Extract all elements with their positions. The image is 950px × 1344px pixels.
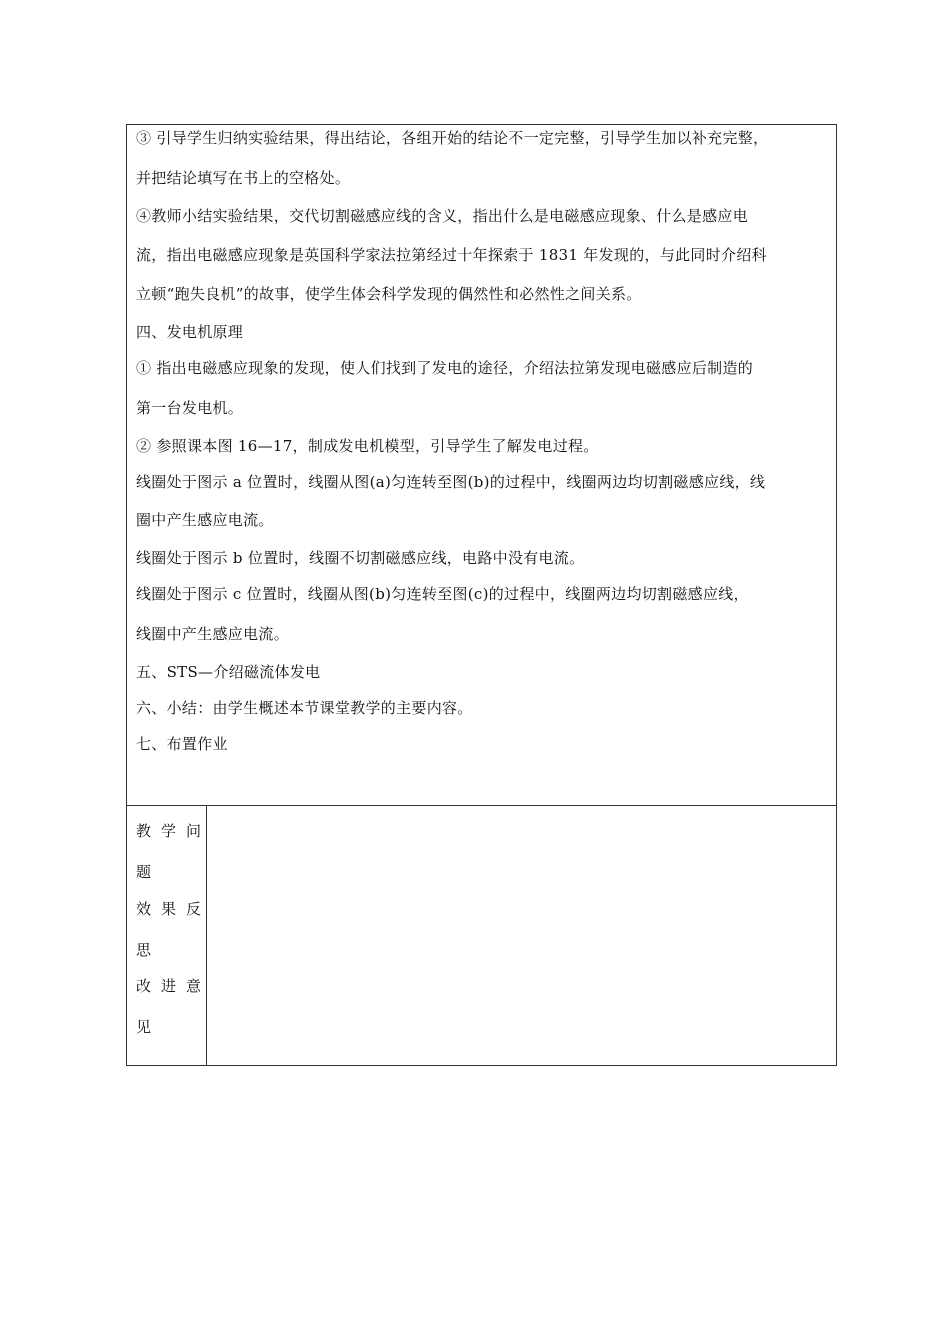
column-divider (206, 805, 207, 1066)
reflection-label-line: 见 (136, 1018, 162, 1036)
content-line: 流，指出电磁感应现象是英国科学家法拉第经过十年探索于 1831 年发现的，与此同时介绍科 (136, 246, 767, 264)
content-line: 线圈处于图示 c 位置时，线圈从图(b)匀连转至图(c)的过程中，线圈两边均切割磁感应线， (136, 585, 749, 603)
reflection-label-line: 题 (136, 863, 162, 881)
content-line: 线圈中产生感应电流。 (136, 625, 290, 643)
content-line: ④教师小结实验结果，交代切割磁感应线的含义，指出什么是电磁感应现象、什么是感应电 (136, 207, 749, 225)
section-heading: 六、小结：由学生概述本节课堂教学的主要内容。 (136, 699, 473, 717)
content-line: 第一台发电机。 (136, 399, 244, 417)
reflection-row (126, 805, 837, 1066)
content-line: ① 指出电磁感应现象的发现，使人们找到了发电的途径，介绍法拉第发现电磁感应后制造的 (136, 359, 754, 377)
reflection-label-line: 改进意 (136, 977, 212, 995)
section-heading: 五、STS—介绍磁流体发电 (136, 663, 321, 681)
content-line: 线圈处于图示 a 位置时，线圈从图(a)匀连转至图(b)的过程中，线圈两边均切割磁感应线，线 (136, 473, 766, 491)
section-heading: 四、发电机原理 (136, 323, 244, 341)
content-line: 立顿“跑失良机”的故事，使学生体会科学发现的偶然性和必然性之间关系。 (136, 285, 642, 303)
content-line: ③ 引导学生归纳实验结果，得出结论，各组开始的结论不一定完整，引导学生加以补充完整， (136, 129, 769, 147)
reflection-label-line: 思 (136, 941, 162, 959)
reflection-label-line: 教学问 (136, 822, 212, 840)
content-line: ② 参照课本图 16—17，制成发电机模型，引导学生了解发电过程。 (136, 437, 599, 455)
section-heading: 七、布置作业 (136, 735, 228, 753)
reflection-label-line: 效果反 (136, 900, 212, 918)
content-line: 线圈处于图示 b 位置时，线圈不切割磁感应线，电路中没有电流。 (136, 549, 585, 567)
content-line: 并把结论填写在书上的空格处。 (136, 169, 351, 187)
content-line: 圈中产生感应电流。 (136, 511, 274, 529)
